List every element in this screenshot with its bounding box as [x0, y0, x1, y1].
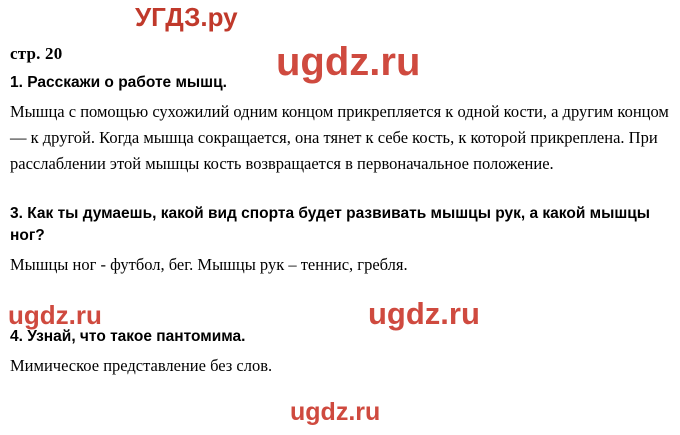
watermark-mid-right: ugdz.ru — [368, 296, 480, 331]
task-block-1 — [10, 72, 670, 177]
task-answer: Мышца с помощью сухожилий одним концом прикрепляется к одной кости, а другим концом — к другой. Когда мышца сокращается, она тянет к себе кость, к которой прикреплена. При расслаблении этой мышцы кость возвращается в первоначальное положение. — [10, 102, 669, 173]
task-answer: Мимическое представление без слов. — [10, 356, 273, 375]
spacer — [10, 177, 670, 203]
watermark-bottom: ugdz.ru — [290, 398, 381, 426]
watermark-top: УГДЗ.ру — [135, 2, 238, 32]
page-number: стр. 20 — [10, 44, 63, 63]
watermark-large: ugdz.ru — [276, 40, 421, 84]
watermark-mid-left: ugdz.ru — [8, 300, 102, 330]
task-heading: 4. Узнай, что такое пантомима. — [10, 328, 246, 345]
spacer — [10, 278, 670, 302]
task-block-4 — [10, 326, 670, 379]
task-block-3 — [10, 203, 670, 278]
task-heading: 3. Как ты думаешь, какой вид спорта будет развивать мышцы рук, а какой мышцы ног? — [10, 205, 651, 244]
task-answer: Мышцы ног - футбол, бег. Мышцы рук – теннис, гребля. — [10, 255, 408, 274]
task-heading: 1. Расскажи о работе мышц. — [10, 74, 227, 91]
spacer — [10, 302, 670, 326]
page-content — [10, 44, 670, 379]
